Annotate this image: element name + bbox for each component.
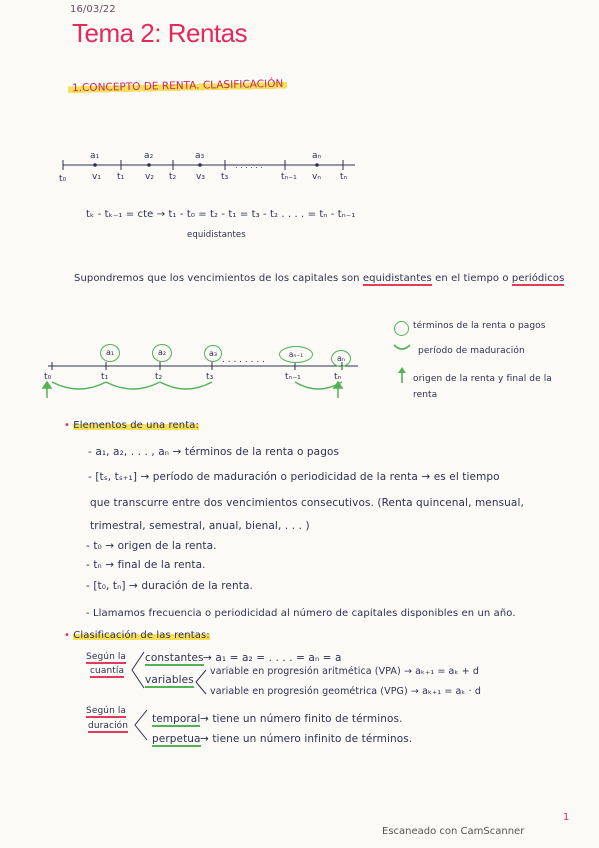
svg-text:. . . . . .: . . . . . . — [235, 161, 263, 170]
supposition-text-2: en el tiempo o — [431, 273, 512, 284]
page-number: 1 — [563, 812, 570, 823]
class-variable: variables — [145, 674, 194, 686]
class-temporal-desc: → tiene un número finito de términos. — [200, 713, 403, 725]
elements-item-terms: - a₁, a₂, . . . , aₙ → términos de la renta o pagos — [88, 446, 340, 458]
timeline-1-label-t3: t₃ — [221, 172, 229, 182]
timeline-1-label-a2: a₂ — [144, 151, 154, 161]
legend-circle-icon — [394, 321, 409, 336]
timeline-1-label-t2: t₂ — [169, 172, 177, 182]
timeline-2-label-t3: t₃ — [206, 372, 214, 382]
equation-note: equidistantes — [187, 230, 246, 240]
supposition-keyword-periodicos: periódicos — [511, 273, 565, 284]
timeline-1-label-t1: t₁ — [117, 172, 125, 182]
variable-brace-icon — [194, 668, 208, 696]
section-title: 1.CONCEPTO DE RENTA. CLASIFICACIÓN — [68, 78, 287, 95]
term-circle-a3: a₃ — [204, 345, 222, 362]
maturation-period-arcs — [52, 382, 342, 389]
timeline-1-label-v1: v₁ — [92, 172, 102, 182]
page-title: Tema 2: Rentas — [72, 18, 248, 48]
elements-heading — [64, 420, 199, 431]
legend-arrow-icon — [396, 366, 408, 384]
by-amount-label-1: Según la — [86, 652, 127, 662]
timeline-1-label-tn: tₙ — [340, 172, 348, 182]
by-duration-brace-icon — [133, 708, 149, 742]
class-perpetual: perpetua — [152, 733, 201, 745]
class-temporal: temporal — [152, 713, 201, 725]
elements-item-period-examples: trimestral, semestral, anual, bienal, . . . ) — [90, 520, 310, 532]
legend-period: período de maduración — [418, 346, 525, 356]
elements-item-duration: - [t₀, tₙ] → duración de la renta. — [86, 580, 253, 592]
timeline-1-label-v2: v₂ — [145, 172, 155, 182]
by-amount-brace-icon — [130, 650, 146, 690]
timeline-1-label-an: aₙ — [312, 151, 322, 161]
equidistance-equation: tₖ - tₖ₋₁ = cte → t₁ - t₀ = t₂ - t₁ = t₃ - t₂ . . . . = tₙ - tₙ₋₁ — [86, 209, 356, 220]
timeline-1-label-t0: t₀ — [59, 174, 67, 184]
bullet-icon: • — [64, 630, 70, 641]
class-constant-desc: → a₁ = a₂ = . . . . = aₙ = a — [203, 652, 342, 664]
term-circle-an: aₙ — [331, 350, 351, 367]
term-circle-a2: a₂ — [152, 344, 172, 362]
term-circle-a1: a₁ — [100, 344, 120, 362]
timeline-1-label-a3: a₃ — [195, 151, 205, 161]
timeline-2-label-t0: t₀ — [44, 372, 52, 382]
bullet-icon: • — [64, 420, 70, 431]
by-duration-label-1: Según la — [86, 706, 127, 716]
timeline-1-label-a1: a₁ — [90, 151, 100, 161]
supposition-text-1: Supondremos que los vencimientos de los capitales son — [74, 273, 363, 284]
supposition-sentence — [74, 273, 564, 284]
class-perpetual-desc: → tiene un número infinito de términos. — [200, 733, 413, 745]
timeline-2-label-tn-1: tₙ₋₁ — [285, 372, 301, 382]
elements-item-origin: - t₀ → origen de la renta. — [86, 540, 217, 552]
timeline-2-label-t1: t₁ — [101, 372, 109, 382]
by-amount-label-2: cuantía — [90, 666, 125, 676]
class-constant: constantes — [145, 652, 204, 664]
elements-heading-text: Elementos de una renta: — [73, 420, 199, 431]
timeline-1-label-v3: v₃ — [196, 172, 206, 182]
by-duration-label-2: duración — [88, 721, 129, 731]
timeline-2-label-t2: t₂ — [155, 372, 163, 382]
elements-item-period: - [tₛ, tₛ₊₁] → período de maduración o periodicidad de la renta → es el tiempo — [88, 471, 500, 483]
elements-item-frequency: - Llamamos frecuencia o periodicidad al número de capitales disponibles en un año. — [86, 608, 516, 619]
timeline-2-label-tn: tₙ — [334, 372, 342, 382]
scanner-watermark: Escaneado con CamScanner — [382, 826, 525, 837]
term-circle-an-1: aₙ₋₁ — [279, 346, 313, 363]
class-variable-geometric: variable en progresión geométrica (VPG) → aₖ₊₁ = aₖ · d — [210, 686, 482, 697]
elements-item-end: - tₙ → final de la renta. — [86, 559, 206, 571]
legend-origin: origen de la renta y final de la renta — [413, 374, 552, 400]
timeline-1-label-vn: vₙ — [312, 172, 322, 182]
legend-terms: términos de la renta o pagos — [413, 321, 546, 331]
classification-heading — [64, 630, 210, 641]
origin-end-arrows — [43, 382, 342, 398]
supposition-keyword-equidistantes: equidistantes — [362, 273, 432, 284]
elements-item-period-cont: que transcurre entre dos vencimientos consecutivos. (Renta quincenal, mensual, — [90, 497, 524, 509]
class-variable-arithmetic: variable en progresión aritmética (VPA) → aₖ₊₁ = aₖ + d — [210, 666, 480, 677]
legend-arc-icon — [392, 343, 412, 353]
date: 16/03/22 — [70, 4, 116, 15]
timeline-1-label-tn-1: tₙ₋₁ — [281, 172, 297, 182]
classification-heading-text: Clasificación de las rentas: — [73, 630, 210, 641]
svg-text:. . . . . . . .: . . . . . . . . — [222, 355, 265, 365]
